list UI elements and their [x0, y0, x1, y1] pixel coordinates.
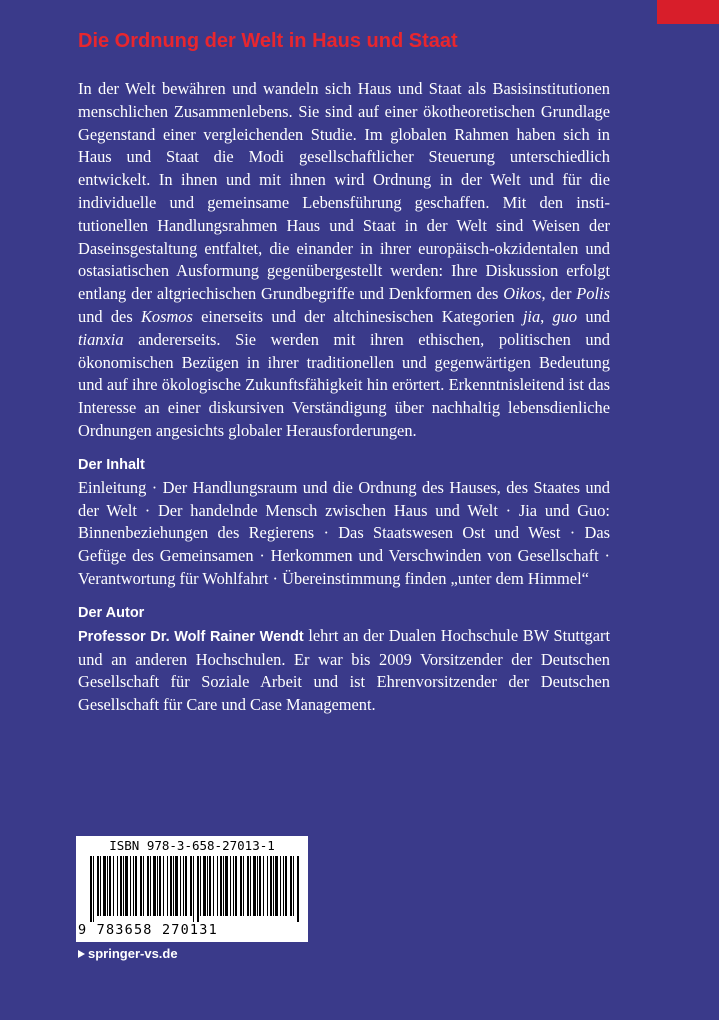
barcode-bar	[275, 856, 278, 916]
barcode-bar	[97, 856, 99, 916]
publisher-url: springer-vs.de	[88, 946, 178, 961]
barcode-bar	[270, 856, 272, 916]
barcode-bar	[250, 856, 251, 916]
barcode-bar	[273, 856, 274, 916]
barcode-bar	[233, 856, 234, 916]
ean-digits: 9 783658 270131	[78, 922, 218, 938]
red-corner-tab	[657, 0, 719, 24]
barcode-bar	[103, 856, 106, 916]
blurb-text: und	[577, 306, 610, 326]
author-name: Professor Dr. Wolf Rainer Wendt	[78, 628, 304, 645]
blurb-paragraph	[78, 78, 610, 443]
barcode-bar	[130, 856, 131, 916]
barcode-bar	[167, 856, 168, 916]
barcode-bar	[153, 856, 156, 916]
term-guo: guo	[552, 306, 578, 326]
author-bio: lehrt an der Dualen Hochschule BW Stuttgart und an anderen Hochschulen. Er war bis 2009 Vorsitzender der Deutschen Gesellschaft für Soziale Arbeit und ist Ehrenvorsitzender der Deutschen Gesellschaft für Care und Case Management.	[78, 625, 610, 715]
barcode-bar	[125, 856, 128, 916]
barcode-bar	[140, 856, 142, 916]
barcode-bar	[190, 856, 192, 916]
barcode-bar	[235, 856, 237, 916]
blurb-text: , der	[541, 284, 577, 304]
barcode-bar	[183, 856, 184, 916]
barcode-bar	[120, 856, 122, 916]
contents-heading: Der Inhalt	[78, 456, 145, 473]
barcode-bar	[263, 856, 264, 916]
term-kosmos: Kosmos	[140, 306, 193, 326]
term-oikos: Oikos	[503, 284, 542, 304]
barcode-bar	[217, 856, 218, 916]
barcode-bar	[100, 856, 101, 916]
barcode-bar	[93, 856, 94, 922]
barcode-bar	[293, 856, 294, 916]
contents-text: Einleitung · Der Handlungsraum und die Ordnung des Hauses, des Staates und der Welt · Der handelnde Mensch zwischen Haus und Welt · Jia und Guo: Binnenbeziehungen des Regierens · Das Staatswesen Ost und West · Das Gefüge des Gemeinsamen · Herkommen und Verschwinden von Gesellschaft · Verantwortung für Wohlfahrt · Übereinstimmung finden „unter dem Himmel“	[78, 477, 610, 588]
isbn-label: ISBN 978-3-658-27013-1	[109, 838, 275, 853]
barcode-bar	[200, 856, 201, 916]
barcode-bar	[170, 856, 172, 916]
barcode-bar	[243, 856, 244, 916]
barcode-bars	[90, 856, 302, 922]
barcode-bar	[123, 856, 124, 916]
barcode-bar	[280, 856, 281, 916]
term-polis: Polis	[576, 284, 610, 304]
term-tianxia: tianxia	[78, 329, 124, 349]
barcode-bar	[133, 856, 134, 916]
barcode-bar	[180, 856, 181, 916]
barcode-bar	[197, 856, 199, 922]
barcode-bar	[143, 856, 144, 916]
barcode-bar	[267, 856, 268, 916]
barcode-bar	[173, 856, 174, 916]
barcode-bar	[117, 856, 118, 916]
barcode-bar	[159, 856, 161, 916]
barcode-bar	[225, 856, 228, 916]
barcode-bar	[240, 856, 242, 916]
barcode-bar	[185, 856, 187, 916]
barcode-bar	[107, 856, 108, 916]
barcode-bar	[220, 856, 222, 916]
barcode-bar	[213, 856, 214, 916]
barcode-bar	[157, 856, 158, 916]
barcode-bar	[297, 856, 299, 922]
barcode-bar	[290, 856, 292, 916]
author-paragraph	[78, 625, 610, 717]
blurb-text: andererseits. Sie werden mit ihren ethischen, politischen und ökonomischen Bezügen in ihrer traditionellen und gegenwärtigen Bedeutung und auf ihre ökologische Zukunftsfähigkeit hin erörtert. Erkenntnisleitend ist das Interesse an einer diskursiven Verständigung über nachhaltig lebensdienliche Ordnungen angesichts globaler Herausforderungen.	[78, 329, 610, 440]
barcode-bar	[203, 856, 206, 916]
barcode-bar	[163, 856, 164, 916]
term-jia: jia	[522, 306, 541, 326]
barcode-bar	[230, 856, 231, 916]
blurb-text: ,	[540, 306, 553, 326]
arrow-icon	[78, 950, 85, 958]
barcode-bar	[259, 856, 261, 916]
book-title: Die Ordnung der Welt in Haus und Staat	[78, 30, 458, 52]
author-heading: Der Autor	[78, 604, 145, 621]
barcode-bar	[175, 856, 178, 916]
blurb-text: In der Welt bewähren und wandeln sich Haus und Staat als Basisinstitutionen menschlichen Zusammenlebens. Sie sind auf einer ökotheoretischen Grundlage Gegenstand einer vergleichenden Studie. Im globalen Rahmen haben sich in Haus und Staat die Modi gesellschaftlicher Steuerung unterschiedlich entwickelt. In ihnen und mit ihnen wird Ordnung in der Welt und für die individuelle und gemeinsame Lebensführung geschaffen. Mit den institutionellen Handlungsrahmen Haus und Staat in der Welt sind Weisen der Daseinsgestaltung entfaltet, die einander in ihrer europäisch-okzidentalen und ostasiatischen Ausformung gegenübergestellt werden: Ihre Diskussion erfolgt entlang der altgriechischen Grundbegriffe und Denkformen des	[78, 79, 610, 304]
blurb-text: und des	[78, 306, 141, 326]
barcode-bar	[147, 856, 149, 916]
barcode-bar	[90, 856, 92, 922]
publisher-link[interactable]	[78, 946, 178, 961]
barcode-bar	[209, 856, 211, 916]
barcode-bar	[150, 856, 151, 916]
barcode-bar	[285, 856, 287, 916]
barcode-bar	[193, 856, 194, 922]
isbn-barcode	[76, 836, 308, 942]
barcode-bar	[247, 856, 249, 916]
barcode-bar	[109, 856, 111, 916]
barcode-bar	[257, 856, 258, 916]
barcode-bar	[135, 856, 137, 916]
back-cover-content	[78, 78, 610, 717]
barcode-bar	[283, 856, 284, 916]
barcode-bar	[207, 856, 208, 916]
barcode-bar	[253, 856, 256, 916]
barcode-bar	[113, 856, 114, 916]
blurb-text: einerseits und der altchinesischen Kategorien	[192, 306, 523, 326]
barcode-bar	[223, 856, 224, 916]
